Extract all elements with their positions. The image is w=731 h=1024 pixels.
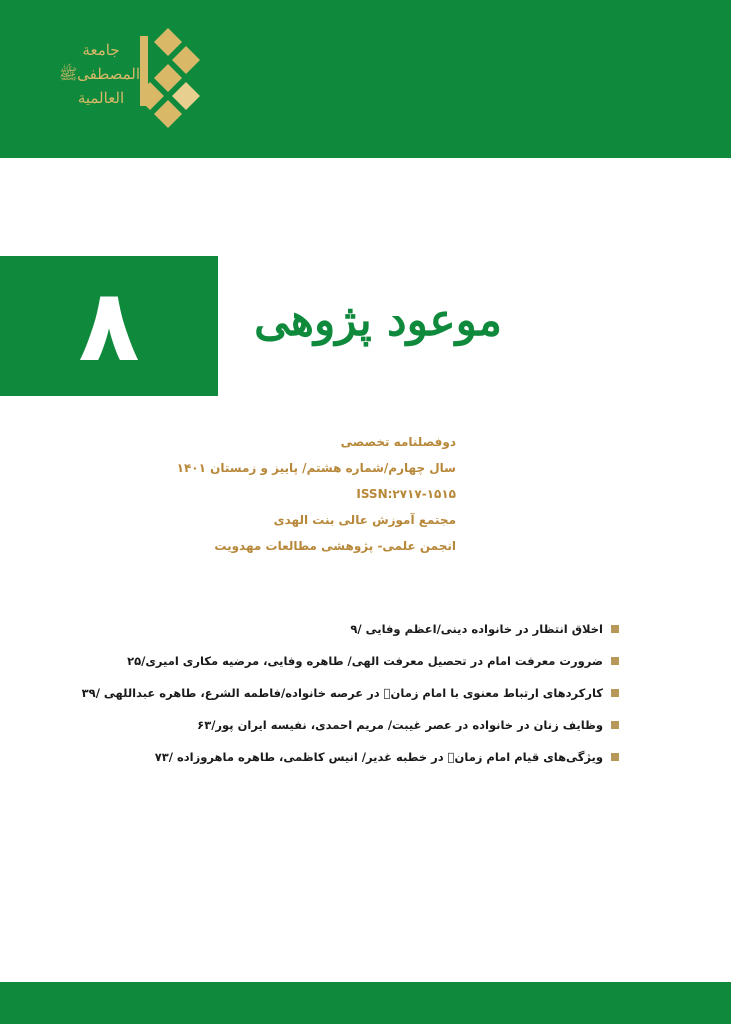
bullet-square-icon xyxy=(611,721,619,729)
meta-issue: سال چهارم/شماره هشتم/ پاییز و زمستان ۱۴۰۱ xyxy=(176,461,456,475)
logo-emblem-icon xyxy=(140,28,212,136)
table-of-contents xyxy=(59,613,619,773)
logo-line-3: العالمیة xyxy=(77,89,125,107)
meta-issn: ISSN:۲۷۱۷-۱۵۱۵ xyxy=(356,487,456,501)
meta-publisher: مجتمع آموزش عالی بنت الهدی xyxy=(273,513,456,527)
toc-item-text: ویژگی‌های قیام امام زمانؑ در خطبه غدیر/ انیس کاظمی، طاهره ماهروزاده /۷۳ xyxy=(154,750,603,764)
issue-number: ۸ xyxy=(78,267,140,384)
toc-item xyxy=(59,677,619,709)
bullet-square-icon xyxy=(611,657,619,665)
bullet-square-icon xyxy=(611,625,619,633)
logo-line-1: جامعة xyxy=(82,41,120,59)
journal-meta xyxy=(126,429,456,559)
logo-line-2: المصطفیﷺ xyxy=(59,65,140,83)
university-logo xyxy=(59,28,212,138)
toc-item xyxy=(59,741,619,773)
bullet-square-icon xyxy=(611,753,619,761)
toc-item-text: ضرورت معرفت امام در تحصیل معرفت الهی/ طاهره وفایی، مرضیه مکاری امیری/۲۵ xyxy=(127,654,603,668)
toc-item xyxy=(59,645,619,677)
issue-number-box xyxy=(0,256,218,396)
toc-item-text: کارکردهای ارتباط معنوی با امام زمانؑ در عرصه خانواده/فاطمه الشرع، طاهره عبداللهی /۳۹ xyxy=(81,686,603,700)
meta-type: دوفصلنامه تخصصی xyxy=(340,435,456,449)
footer-band xyxy=(0,982,731,1024)
toc-item xyxy=(59,709,619,741)
journal-title: موعود پژوهی xyxy=(254,295,502,346)
bullet-square-icon xyxy=(611,689,619,697)
header-band xyxy=(0,0,731,158)
toc-item-text: اخلاق انتظار در خانواده دینی/اعظم وفایی /۹ xyxy=(350,622,603,636)
toc-item-text: وظایف زنان در خانواده در عصر غیبت/ مریم احمدی، نفیسه ایران پور/۶۳ xyxy=(197,718,603,732)
logo-text xyxy=(59,38,140,110)
toc-item xyxy=(59,613,619,645)
meta-association: انجمن علمی- پژوهشی مطالعات مهدویت xyxy=(214,539,456,553)
